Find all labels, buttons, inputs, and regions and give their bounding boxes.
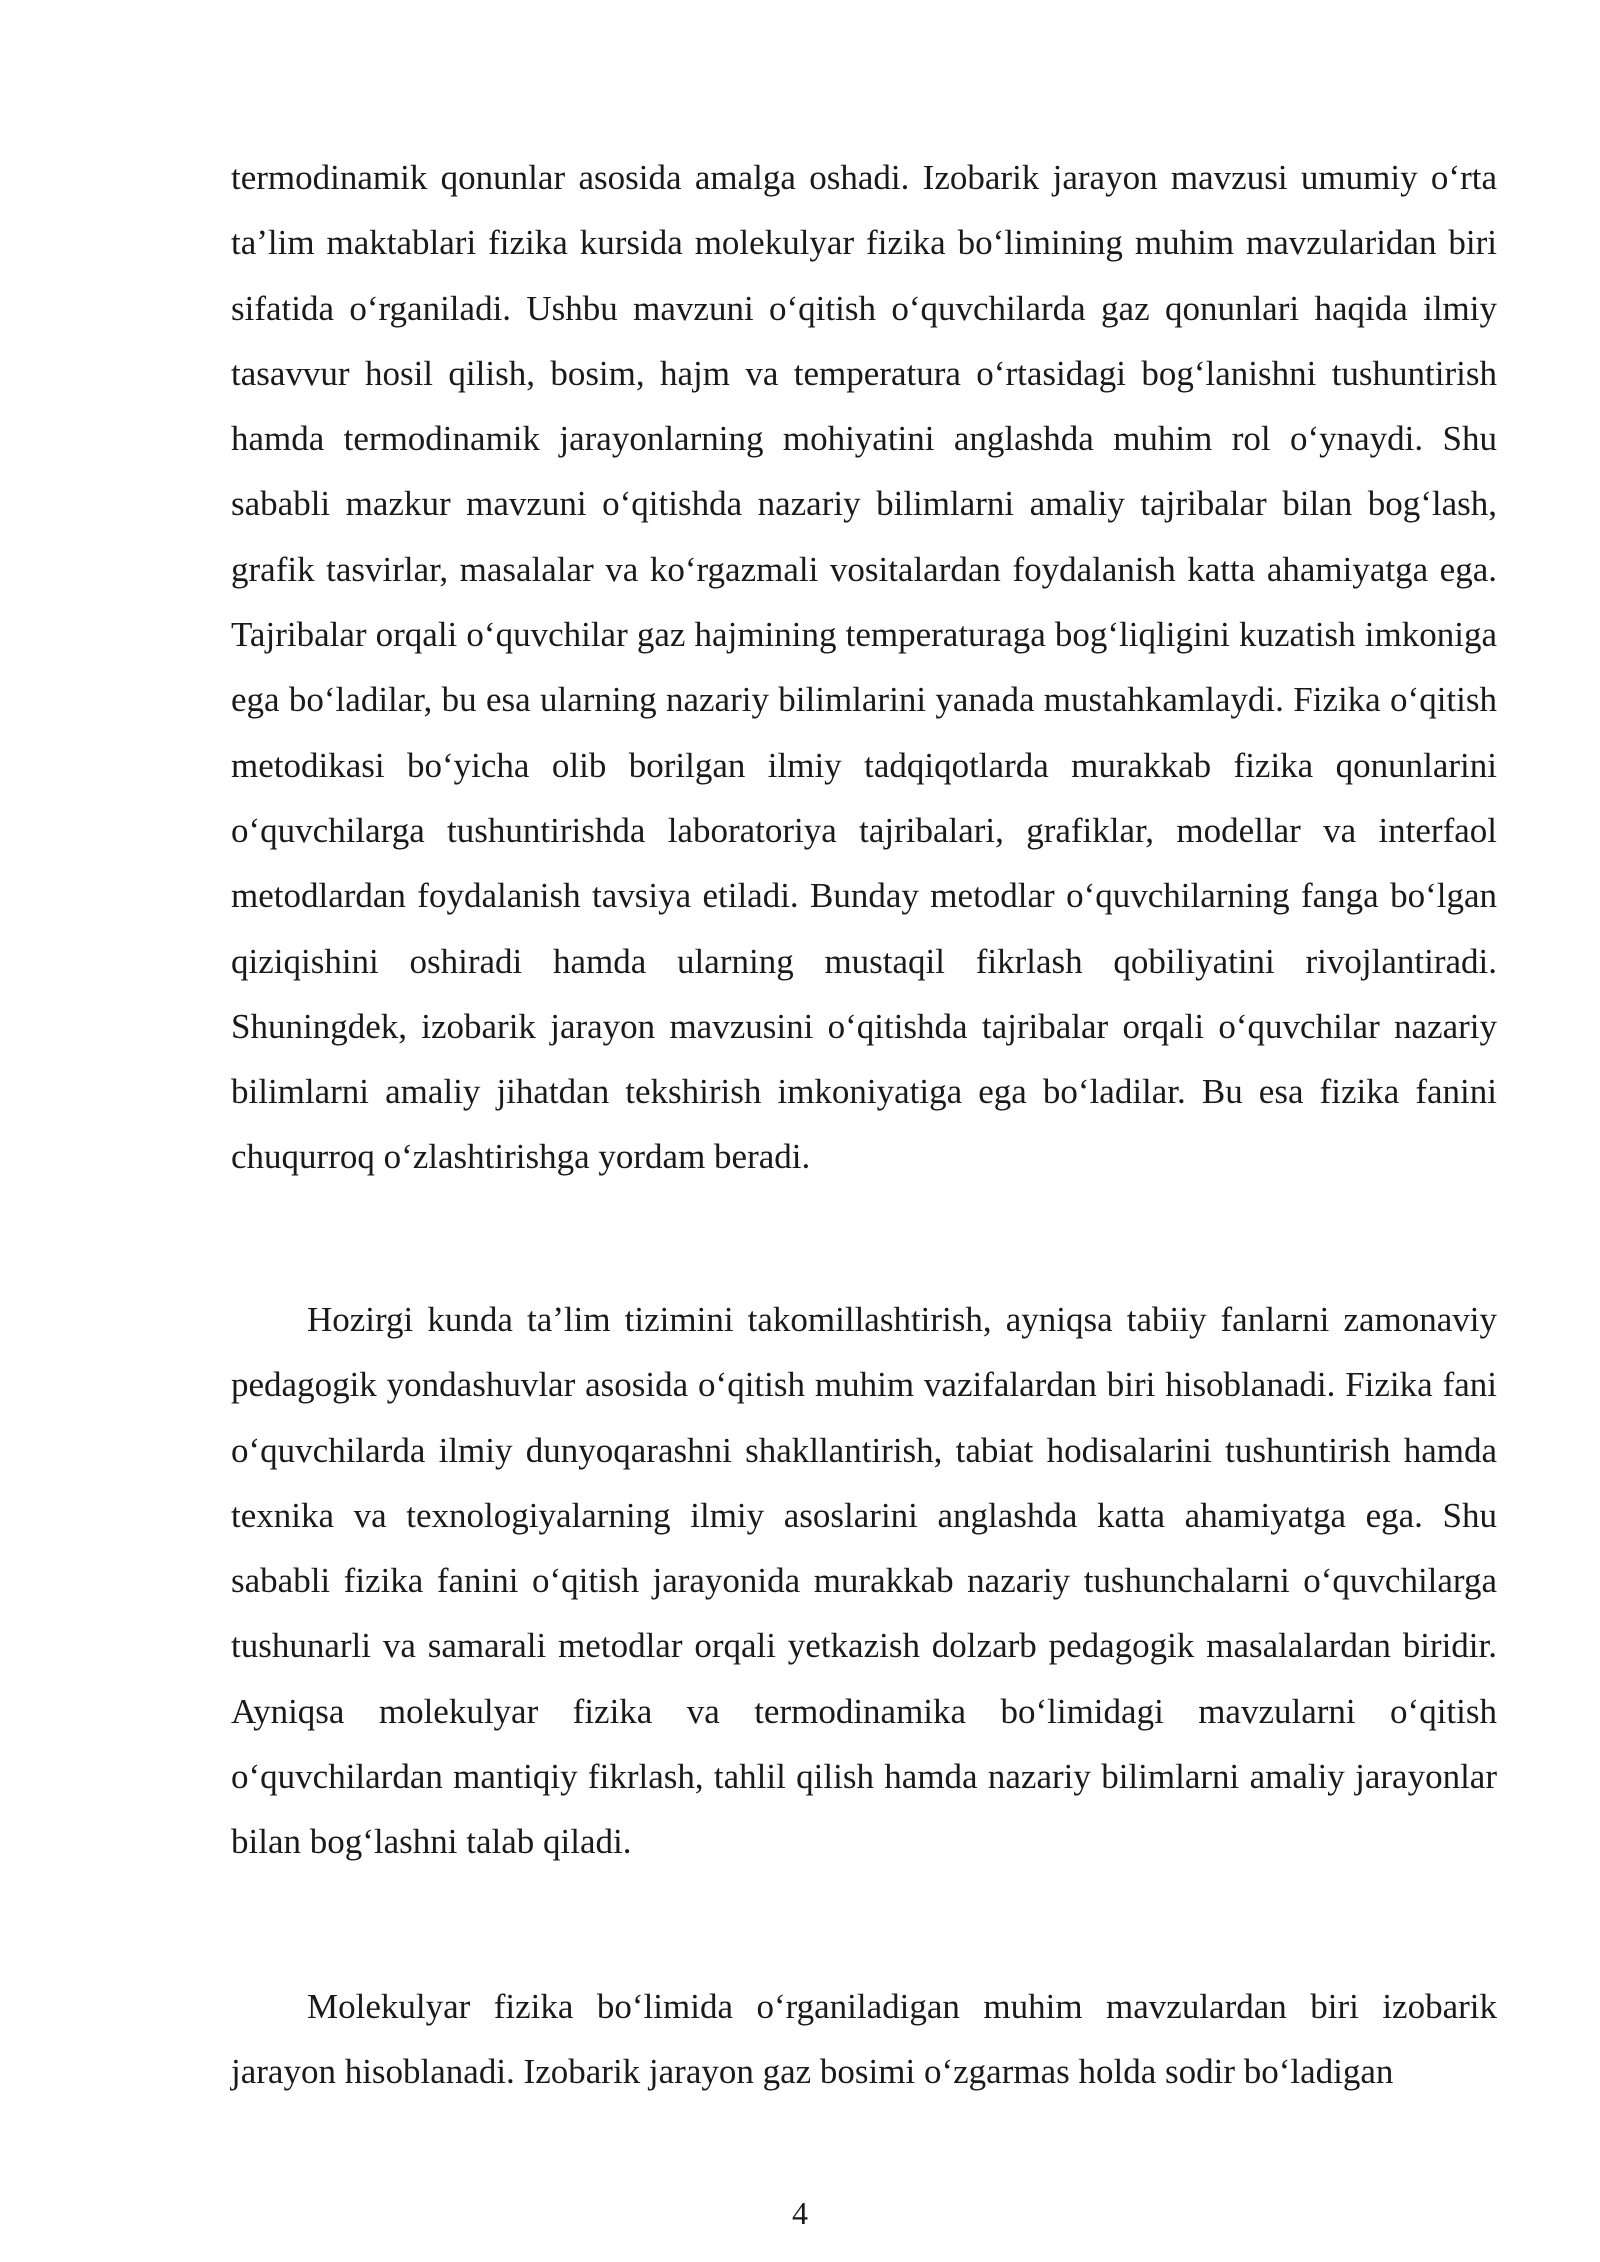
paragraph-3: Molekulyar fizika boʻlimida oʻrganiladigan muhim mavzulardan biri izobarik jarayon hisoblanadi. Izobarik jarayon gaz bosimi oʻzgarmas holda sodir boʻladigan [231, 1987, 1497, 2092]
page-number: 4 [792, 2195, 808, 2231]
paragraph-2: Hozirgi kunda taʼlim tizimini takomillashtirish, ayniqsa tabiiy fanlarni zamonaviy pedagogik yondashuvlar asosida oʻqitish muhim vazifalardan biri hisoblanadi. Fizika fani oʻquvchilarda ilmiy dunyoqarashni shakllantirish, tabiat hodisalarini tushuntirish hamda texnika va texnologiyalarning ilmiy asoslarini anglashda katta ahamiyatga ega. Shu sababli fizika fanini oʻqitish jarayonida murakkab nazariy tushunchalarni oʻquvchilarga tushunarli va samarali metodlar orqali yetkazish dolzarb pedagogik masalalardan biridir. Ayniqsa molekulyar fizika va termodinamika boʻlimidagi mavzularni oʻqitish oʻquvchilardan mantiqiy fikrlash, tahlil qilish hamda nazariy bilimlarni amaliy jarayonlar bilan bogʻlashni talab qiladi. [231, 1300, 1497, 1862]
paragraph-1: termodinamik qonunlar asosida amalga oshadi. Izobarik jarayon mavzusi umumiy oʻrta taʼlim maktablari fizika kursida molekulyar fizika boʻlimining muhim mavzularidan biri sifatida oʻrganiladi. Ushbu mavzuni oʻqitish oʻquvchilarda gaz qonunlari haqida ilmiy tasavvur hosil qilish, bosim, hajm va temperatura oʻrtasidagi bogʻlanishni tushuntirish hamda termodinamik jarayonlarning mohiyatini anglashda muhim rol oʻynaydi. Shu sababli mazkur mavzuni oʻqitishda nazariy bilimlarni amaliy tajribalar bilan bogʻlash, grafik tasvirlar, masalalar va koʻrgazmali vositalardan foydalanish katta ahamiyatga ega. Tajribalar orqali oʻquvchilar gaz hajmining temperaturaga bogʻliqligini kuzatish imkoniga ega boʻladilar, bu esa ularning nazariy bilimlarini yanada mustahkamlaydi. Fizika oʻqitish metodikasi boʻyicha olib borilgan ilmiy tadqiqotlarda murakkab fizika qonunlarini oʻquvchilarga tushuntirishda laboratoriya tajribalari, grafiklar, modellar va interfaol metodlardan foydalanish tavsiya etiladi. Bunday metodlar oʻquvchilarning fanga boʻlgan qiziqishini oshiradi hamda ularning mustaqil fikrlash qobiliyatini rivojlantiradi. Shuningdek, izobarik jarayon mavzusini oʻqitishda tajribalar orqali oʻquvchilar nazariy bilimlarni amaliy jihatdan tekshirish imkoniyatiga ega boʻladilar. Bu esa fizika fanini chuqurroq oʻzlashtirishga yordam beradi. [231, 158, 1497, 1177]
